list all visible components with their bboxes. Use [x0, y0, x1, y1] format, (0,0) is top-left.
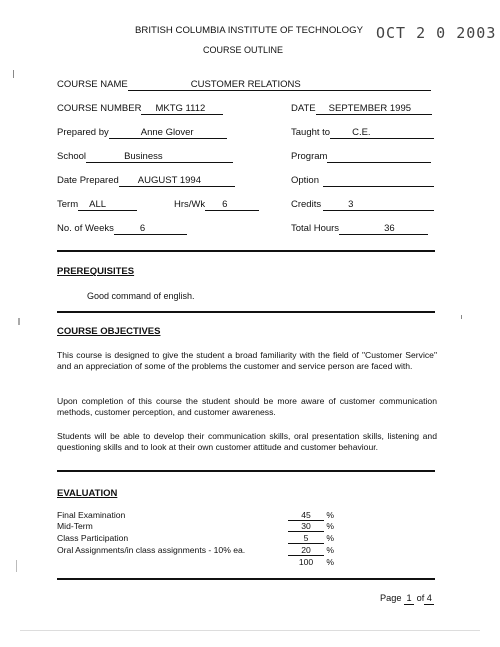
credits-label: Credits [291, 199, 322, 210]
evaluation-row-label: Final Examination [57, 510, 126, 520]
term-value: ALL [78, 199, 137, 211]
term-row [57, 199, 137, 211]
date-prepared-label: Date Prepared [57, 175, 119, 186]
hrs-wk-label: Hrs/Wk [174, 199, 206, 210]
course-number-value: MKTG 1112 [141, 103, 223, 115]
objectives-paragraph: Upon completion of this course the student should be more aware of customer communication methods, customer perception, and customer awareness. [57, 396, 437, 417]
program-label: Program [291, 151, 328, 162]
evaluation-heading: EVALUATION [57, 488, 118, 499]
date-label: DATE [291, 103, 316, 114]
total-hours-value: 36 [339, 223, 428, 235]
hrs-wk-value: 6 [205, 199, 259, 211]
prepared-by-row [57, 127, 227, 139]
separator-rule [57, 311, 435, 313]
objectives-heading: COURSE OBJECTIVES [57, 326, 161, 337]
institution-name: BRITISH COLUMBIA INSTITUTE OF TECHNOLOGY [135, 25, 363, 36]
credits-row [291, 199, 434, 211]
term-label: Term [57, 199, 79, 210]
scan-speck [13, 70, 14, 78]
evaluation-row-value: 5 % [288, 533, 334, 544]
course-name-row [57, 79, 431, 91]
scan-speck [20, 630, 480, 631]
evaluation-row-label: Oral Assignments/in class assignments - 10% ea. [57, 545, 246, 555]
course-number-label: COURSE NUMBER [57, 103, 142, 114]
school-label: School [57, 151, 87, 162]
no-weeks-label: No. of Weeks [57, 223, 114, 234]
received-date-stamp: OCT 2 0 2003 [376, 24, 497, 42]
course-name-label: COURSE NAME [57, 79, 128, 90]
scan-speck [16, 560, 17, 572]
school-value: Business [86, 151, 233, 163]
page-number: Page 1 of 4 [380, 593, 434, 605]
credits-value: 3 [323, 199, 434, 211]
total-hours-label: Total Hours [291, 223, 340, 234]
document-title: COURSE OUTLINE [203, 45, 284, 55]
evaluation-row-value: 20 % [288, 545, 334, 556]
program-row [291, 151, 431, 163]
prepared-by-label: Prepared by [57, 127, 109, 138]
course-name-value: CUSTOMER RELATIONS [128, 79, 431, 91]
no-weeks-row [57, 223, 187, 235]
program-value [327, 151, 431, 163]
scan-speck [461, 315, 462, 319]
taught-to-row [291, 127, 434, 139]
total-hours-row [291, 223, 428, 235]
date-prepared-row [57, 175, 235, 187]
objectives-paragraph: This course is designed to give the student a broad familiarity with the field of "Customer Service" and an appreciation of some of the problems the customer and service person are faced with. [57, 350, 437, 371]
prerequisites-heading: PREREQUISITES [57, 266, 135, 277]
evaluation-total: 100 % [298, 557, 335, 567]
option-value [323, 175, 434, 187]
date-row [291, 103, 432, 115]
school-row [57, 151, 233, 163]
course-number-row [57, 103, 223, 115]
prerequisites-text: Good command of english. [87, 291, 195, 301]
taught-to-label: Taught to [291, 127, 331, 138]
taught-to-value: C.E. [330, 127, 434, 139]
objectives-paragraph: Students will be able to develop their communication skills, oral presentation skills, listening and questioning skills and to look at their own customer attitude and customer behaviour. [57, 431, 437, 452]
option-label: Option [291, 175, 319, 186]
no-weeks-value: 6 [114, 223, 187, 235]
scan-speck [18, 318, 20, 325]
evaluation-row-label: Mid-Term [57, 521, 93, 531]
evaluation-row-label: Class Participation [57, 533, 129, 543]
date-value: SEPTEMBER 1995 [316, 103, 432, 115]
separator-rule [57, 250, 435, 252]
option-row [291, 175, 434, 187]
hrs-wk-row [174, 199, 259, 211]
separator-rule [57, 470, 435, 472]
separator-rule [57, 578, 435, 580]
evaluation-row-value: 45 % [288, 510, 334, 521]
date-prepared-value: AUGUST 1994 [119, 175, 235, 187]
prepared-by-value: Anne Glover [109, 127, 227, 139]
evaluation-row-value: 30 % [288, 521, 334, 532]
